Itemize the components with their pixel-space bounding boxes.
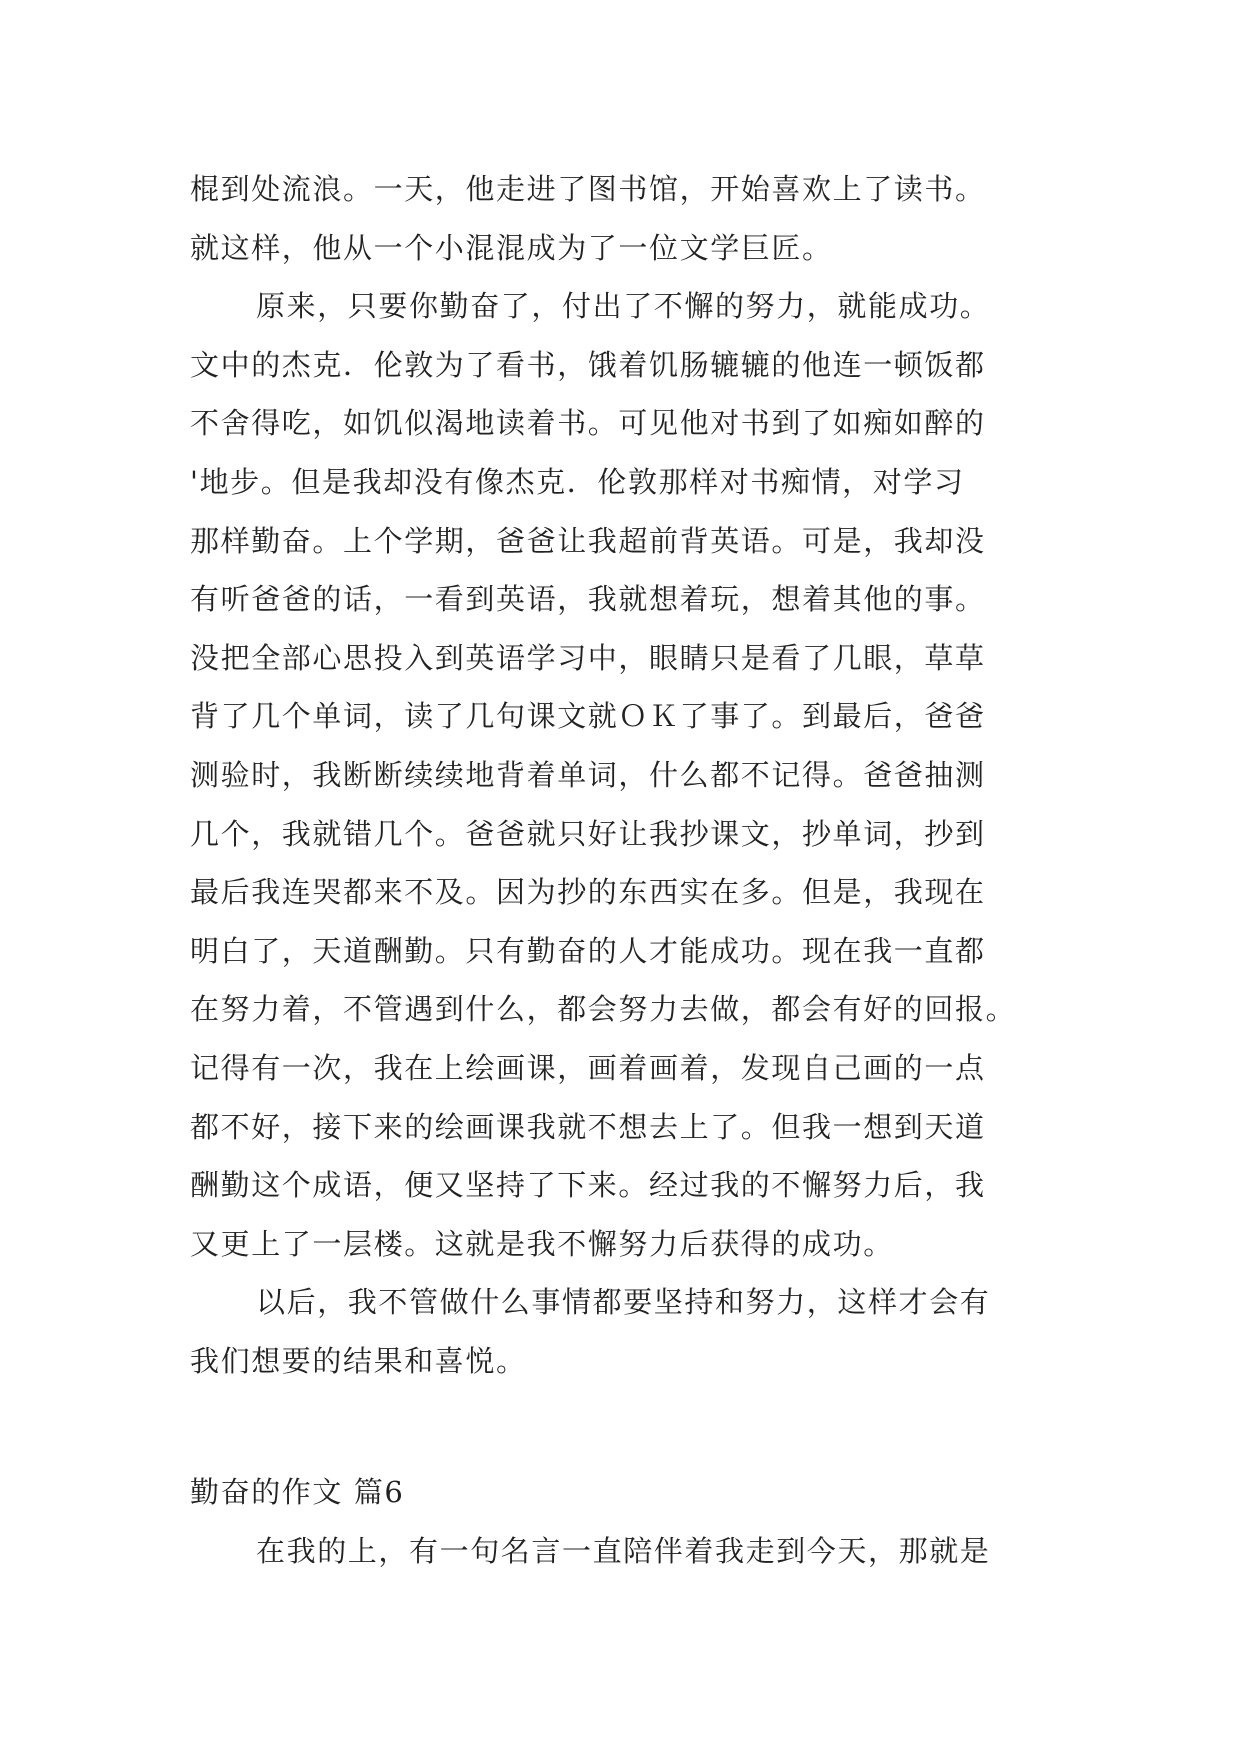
- text-line: 棍到处流浪。一天，他走进了图书馆，开始喜欢上了读书。: [190, 172, 986, 206]
- text-line: 在努力着，不管遇到什么，都会努力去做，都会有好的回报。: [190, 992, 1017, 1027]
- text-line: 记得有一次，我在上绘画课，画着画着，发现自己画的一点: [190, 1050, 986, 1085]
- text-line: 有听爸爸的话，一看到英语，我就想着玩，想着其他的事。: [190, 582, 986, 617]
- text-line: 我们想要的结果和喜悦。: [190, 1343, 527, 1378]
- text-line: 明白了，天道酬勤。只有勤奋的人才能成功。现在我一直都: [190, 933, 986, 968]
- text-line: 背了几个单词，读了几句课文就ＯＫ了事了。到最后，爸爸: [190, 699, 986, 734]
- text-line: 酬勤这个成语，便又坚持了下来。经过我的不懈努力后，我: [190, 1168, 986, 1203]
- text-line: 不舍得吃，如饥似渴地读着书。可见他对书到了如痴如醉的: [190, 406, 986, 441]
- paragraph-block-top: [190, 160, 1060, 1390]
- text-line: 文中的杰克．伦敦为了看书，饿着饥肠辘辘的他连一顿饭都: [190, 347, 986, 382]
- text-line: 原来，只要你勤奋了，付出了不懈的努力，就能成功。: [256, 289, 991, 324]
- document-body: [190, 160, 1060, 1580]
- text-line: 几个，我就错几个。爸爸就只好让我抄课文，抄单词，抄到: [190, 816, 986, 851]
- text-line: 测验时，我断断续续地背着单词，什么都不记得。爸爸抽测: [190, 757, 986, 792]
- text-line: 最后我连哭都来不及。因为抄的东西实在多。但是，我现在: [190, 875, 986, 910]
- text-line: '地步。但是我却没有像杰克．伦敦那样对书痴情，对学习: [190, 464, 965, 499]
- text-line: 在我的上，有一句名言一直陪伴着我走到今天，那就是: [256, 1533, 991, 1568]
- paragraph-block-bottom: [190, 1522, 1060, 1581]
- section-gap: [190, 1390, 1060, 1449]
- text-line: 没把全部心思投入到英语学习中，眼睛只是看了几眼，草草: [190, 640, 986, 675]
- text-line: 就这样，他从一个小混混成为了一位文学巨匠。: [190, 230, 833, 265]
- text-line: 都不好，接下来的绘画课我就不想去上了。但我一想到天道: [190, 1109, 986, 1144]
- text-line: 以后，我不管做什么事情都要坚持和努力，这样才会有: [256, 1285, 991, 1320]
- text-line: 那样勤奋。上个学期，爸爸让我超前背英语。可是，我却没: [190, 523, 986, 558]
- text-line: 又更上了一层楼。这就是我不懈努力后获得的成功。: [190, 1226, 894, 1261]
- section-heading: 勤奋的作文 篇6: [190, 1475, 405, 1510]
